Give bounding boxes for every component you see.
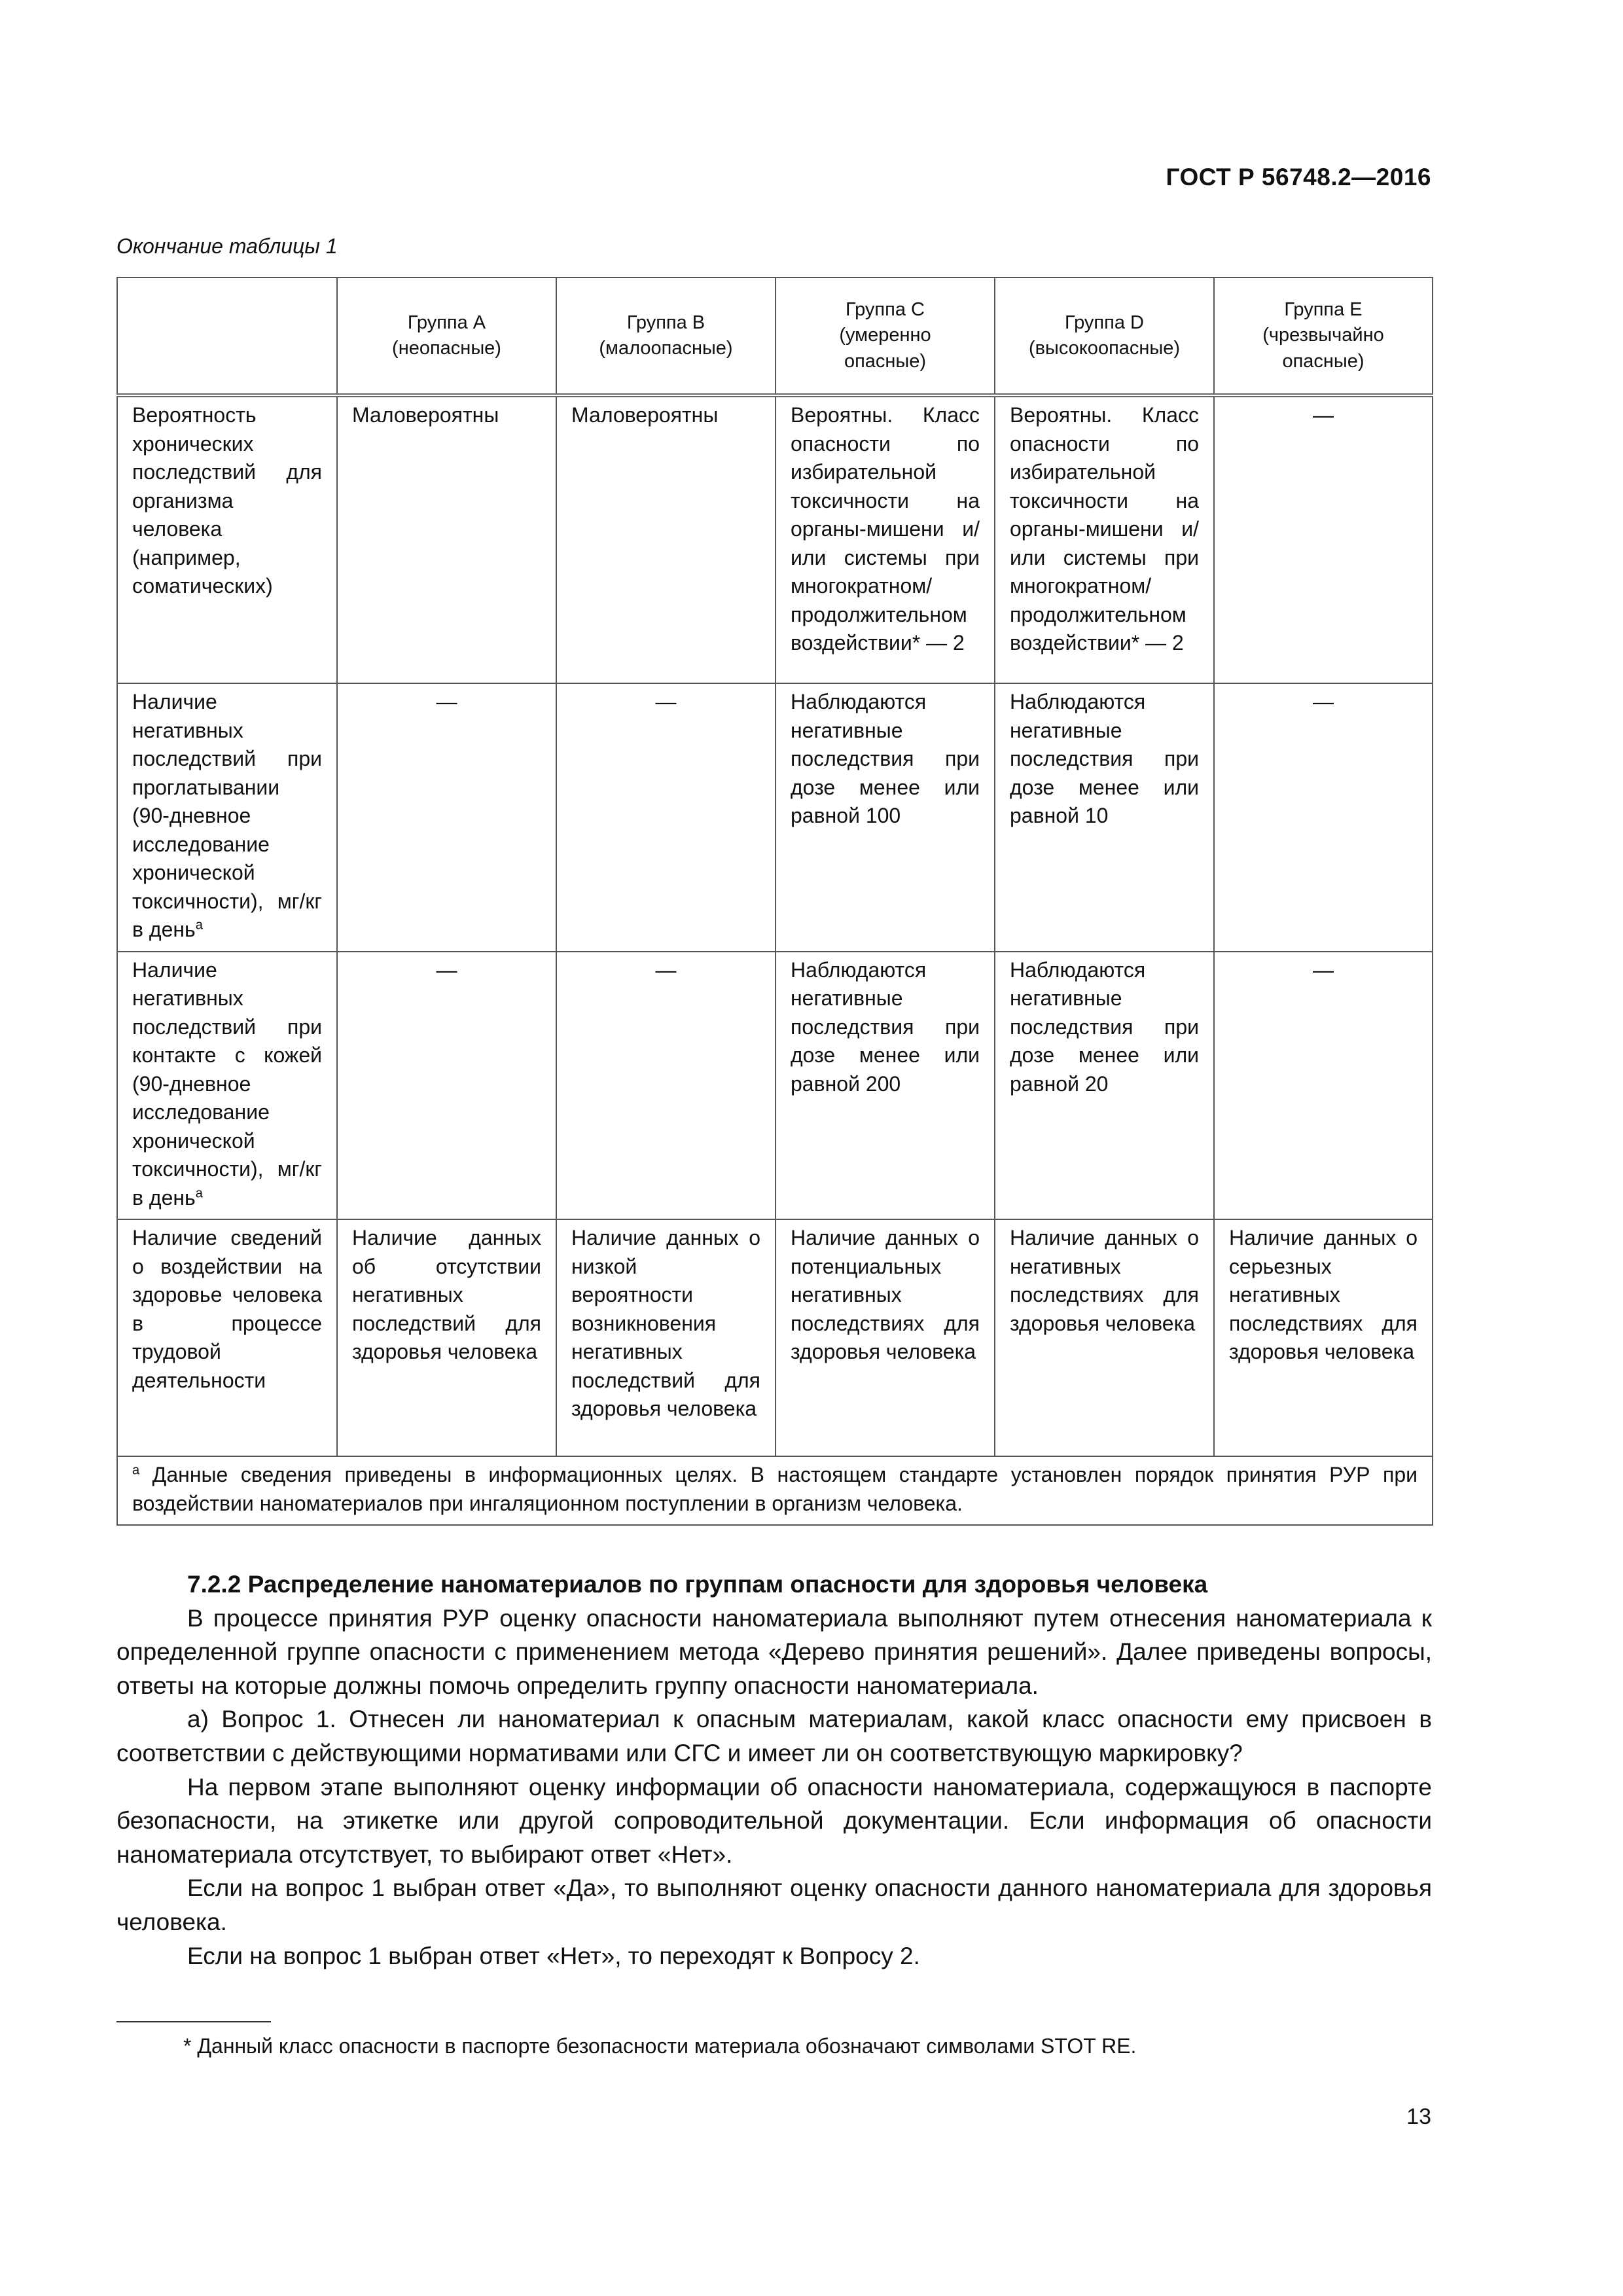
group-b-cell: —: [556, 952, 776, 1220]
group-c-cell: Вероятны. Класс опасности по избирательной токсичности на органы-мишени и/или системы при многократном/продолжительном воздействии* — 2: [776, 395, 995, 683]
paragraph: В процессе принятия РУР оценку опасности наноматериала выполняют путем отнесения наноматериала к определенной группе опасности с применением метода «Дерево принятия решений». Далее приведены вопросы, ответы на которые должны помочь определить группу опасности наноматериала.: [116, 1604, 1432, 1699]
footnote-divider: [116, 2021, 271, 2022]
paragraph: а) Вопрос 1. Отнесен ли наноматериал к опасным материалам, какой класс опасности ему присвоен в соответствии с действующими нормативами или СГС и имеет ли он соответствующую маркировку?: [116, 1706, 1432, 1767]
table-note: $^а$ Данные сведения приведены в информационных целях. В настоящем стандарте установлен порядок принятия РУР при воздействии наноматериалов при ингаляционном поступлении в организм человека.: [117, 1456, 1433, 1525]
group-d-cell: Вероятны. Класс опасности по избирательной токсичности на органы-мишени и/или системы при многократном/продолжительном воздействии* — 2: [995, 395, 1214, 683]
table-row: [117, 952, 1433, 1220]
table-note-row: [117, 1456, 1433, 1525]
group-b-cell: Маловероятны: [556, 395, 776, 683]
group-b-cell: Наличие данных о низкой вероятности возникновения негативных последствий для здоровья человека: [556, 1219, 776, 1456]
header-group-e: Группа Е (чрезвычайно опасные): [1214, 278, 1433, 395]
paragraph: Если на вопрос 1 выбран ответ «Да», то выполняют оценку опасности данного наноматериала для здоровья человека.: [116, 1874, 1432, 1936]
table-caption: Окончание таблицы 1: [116, 234, 338, 258]
header-group-c: Группа С (умеренно опасные): [776, 278, 995, 395]
criterion-cell: Вероятность хронических последствий для организма человека (например, соматических): [117, 395, 337, 683]
group-d-cell: Наблюдаются негативные последствия при дозе менее или равной 20: [995, 952, 1214, 1220]
group-e-cell: —: [1214, 683, 1433, 952]
group-e-cell: Наличие данных о серьезных негативных последствиях для здоровья человека: [1214, 1219, 1433, 1456]
group-c-cell: Наблюдаются негативные последствия при дозе менее или равной 100: [776, 683, 995, 952]
note-marker: а: [132, 1463, 140, 1478]
group-d-cell: Наличие данных о негативных последствиях для здоровья человека: [995, 1219, 1214, 1456]
standard-header: ГОСТ Р 56748.2—2016: [1166, 164, 1431, 190]
group-a-cell: Маловероятны: [337, 395, 556, 683]
group-a-cell: —: [337, 952, 556, 1220]
section-7-2-2: [116, 1568, 1432, 1973]
criterion-cell: Наличие негативных последствий при контакте с кожей (90-дневное исследование хронической токсичности), мг/кг в день$^а$: [117, 952, 337, 1220]
table-row: [117, 395, 1433, 683]
header-group-a: Группа А (неопасные): [337, 278, 556, 395]
table-header-row: [117, 278, 1433, 395]
hazard-groups-table: [116, 277, 1433, 1526]
header-group-b: Группа В (малоопасные): [556, 278, 776, 395]
note-ref-marker: а: [195, 918, 203, 933]
note-ref-marker: а: [195, 1186, 203, 1201]
group-a-cell: Наличие данных об отсутствии негативных последствий для здоровья человека: [337, 1219, 556, 1456]
group-a-cell: —: [337, 683, 556, 952]
criterion-cell: Наличие сведений о воздействии на здоровье человека в процессе трудовой деятельности: [117, 1219, 337, 1456]
group-c-cell: Наблюдаются негативные последствия при дозе менее или равной 200: [776, 952, 995, 1220]
section-title: 7.2.2 Распределение наноматериалов по группам опасности для здоровья человека: [187, 1571, 1208, 1598]
header-group-d: Группа D (высокоопасные): [995, 278, 1214, 395]
group-d-cell: Наблюдаются негативные последствия при дозе менее или равной 10: [995, 683, 1214, 952]
criterion-cell: Наличие негативных последствий при проглатывании (90-дневное исследование хронической токсичности), мг/кг в день$^а$: [117, 683, 337, 952]
group-c-cell: Наличие данных о потенциальных негативных последствиях для здоровья человека: [776, 1219, 995, 1456]
table-row: [117, 683, 1433, 952]
paragraph: На первом этапе выполняют оценку информации об опасности наноматериала, содержащуюся в паспорте безопасности, на этикетке или другой сопроводительной документации. Если информация об опасности наноматериала отсутствует, то выбирают ответ «Нет».: [116, 1773, 1432, 1868]
group-e-cell: —: [1214, 952, 1433, 1220]
header-criterion: [117, 278, 337, 395]
paragraph: Если на вопрос 1 выбран ответ «Нет», то переходят к Вопросу 2.: [187, 1942, 920, 1969]
table-row: [117, 1219, 1433, 1456]
group-e-cell: —: [1214, 395, 1433, 683]
footnote: * Данный класс опасности в паспорте безопасности материала обозначают символами STOT RE.: [183, 2034, 1137, 2058]
group-b-cell: —: [556, 683, 776, 952]
page-number: 13: [1406, 2104, 1431, 2129]
